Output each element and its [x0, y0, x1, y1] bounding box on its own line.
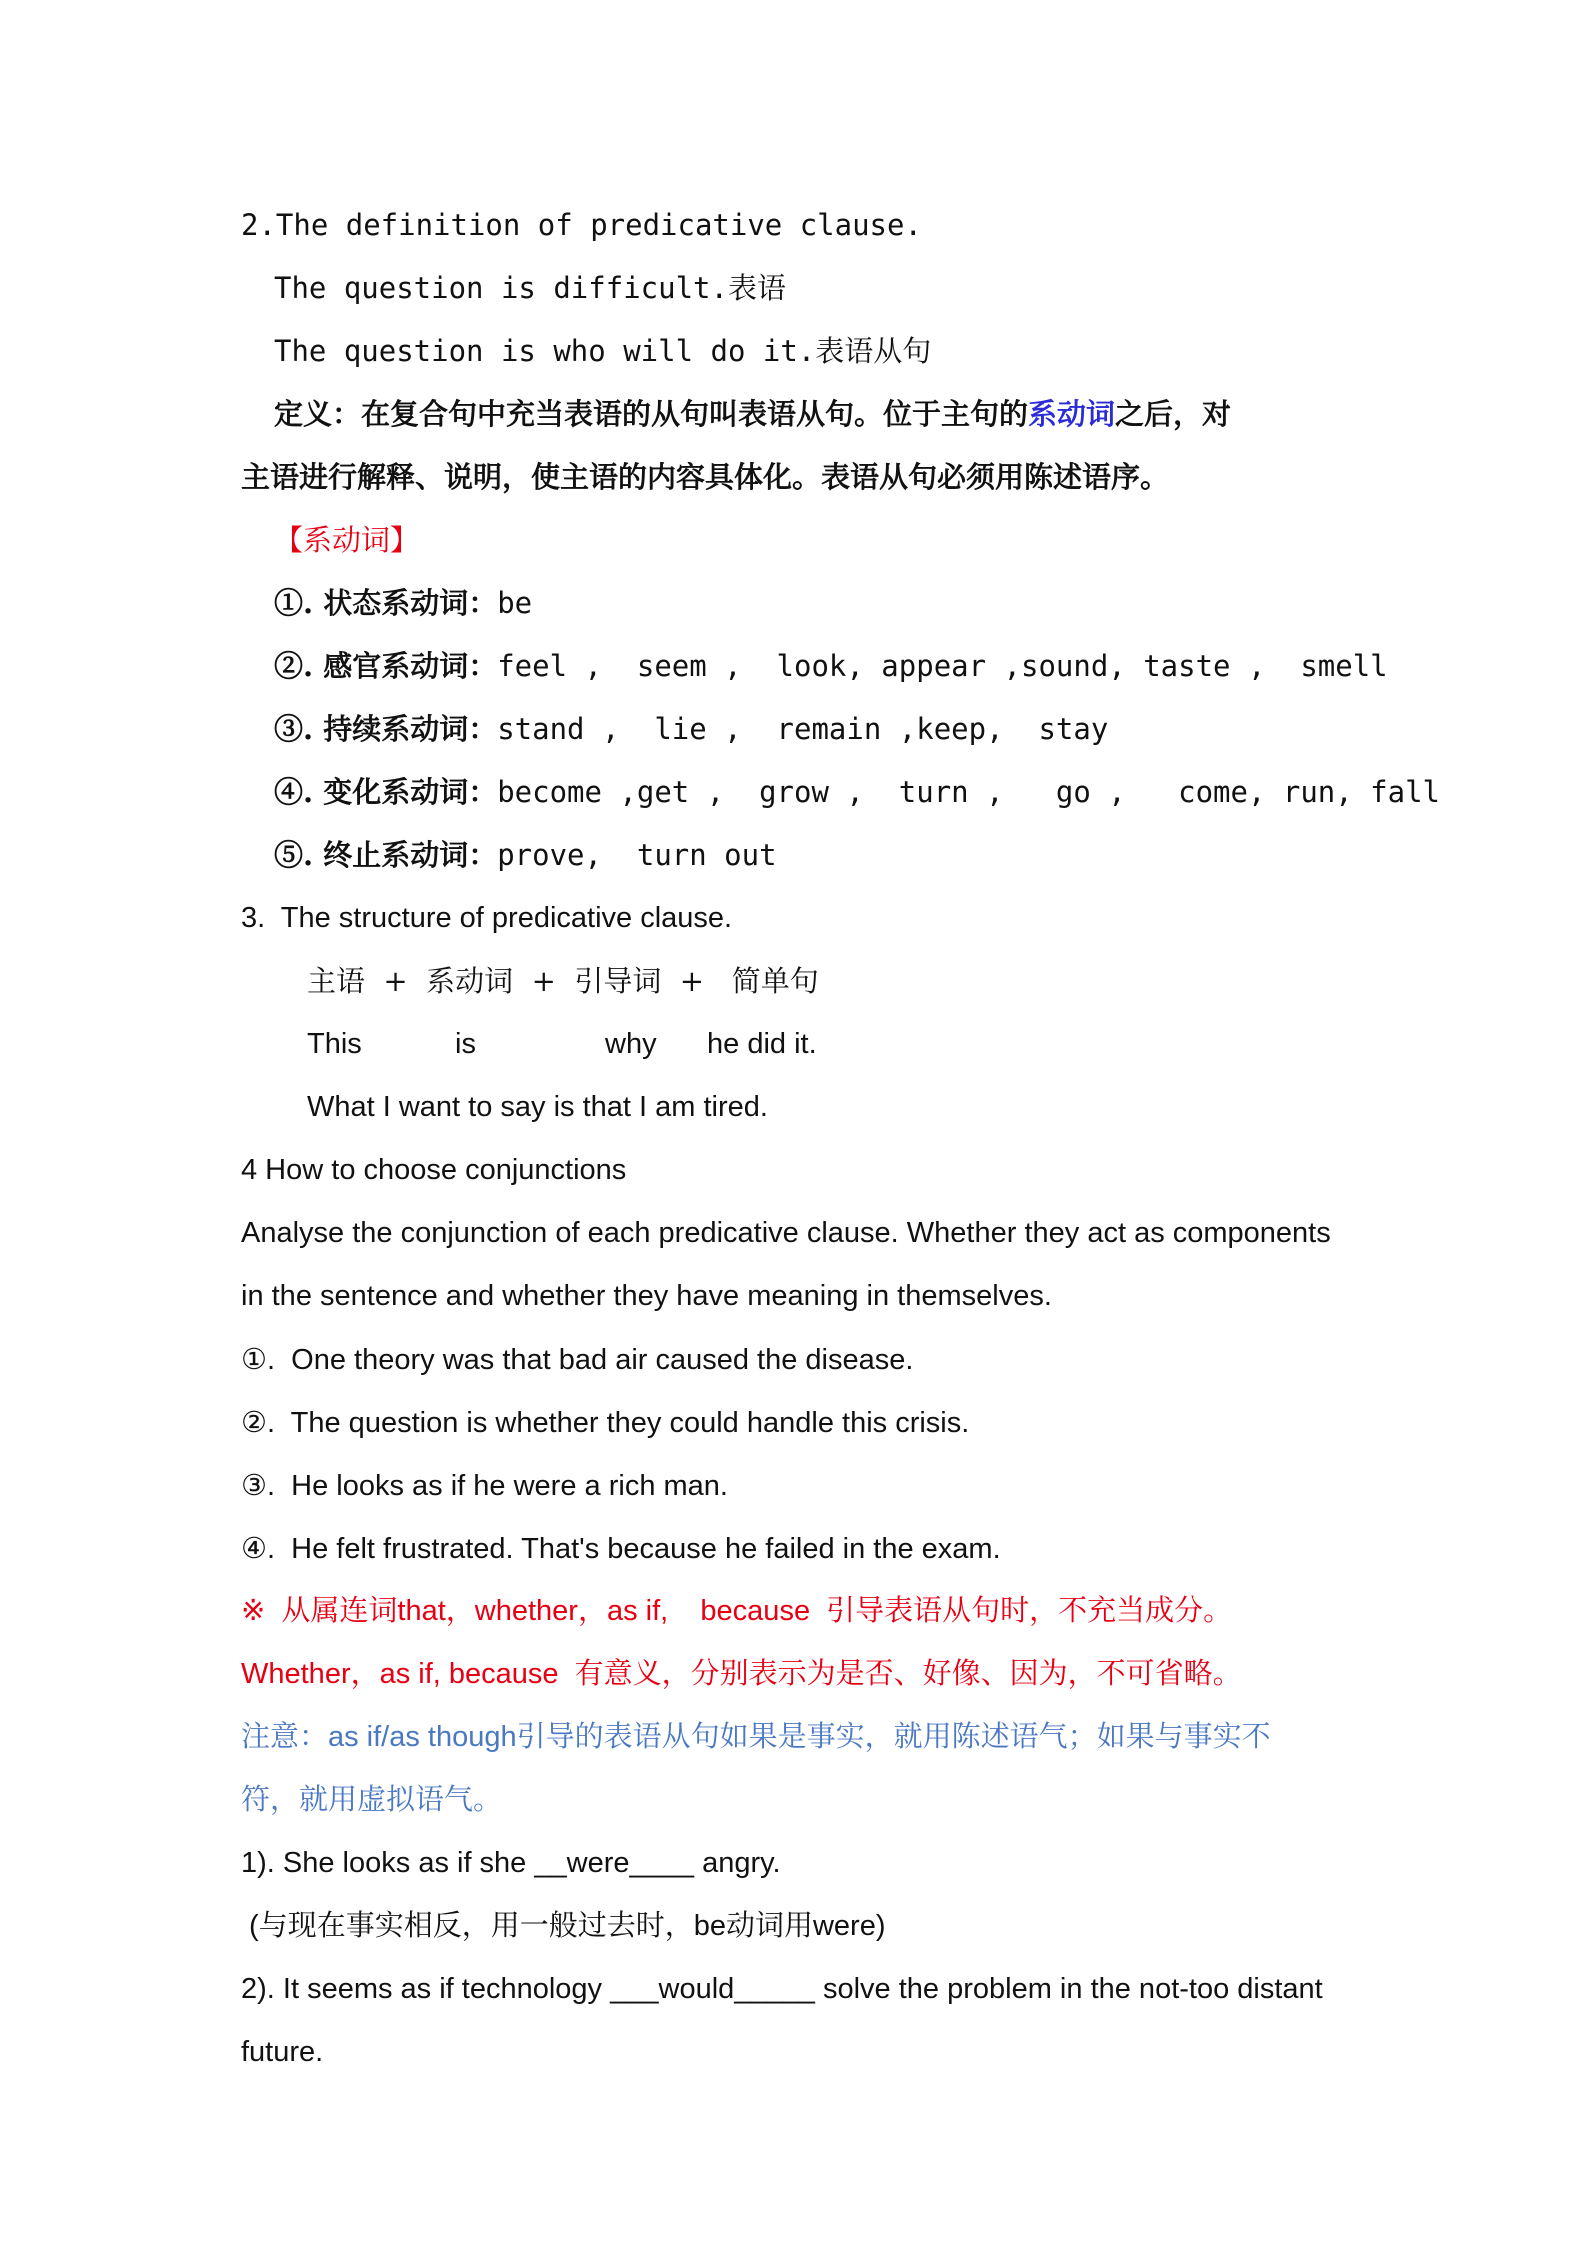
- linking-verb-item-5: [274, 835, 777, 876]
- example-text: He felt frustrated. That's because he failed in the exam.: [291, 1533, 1001, 1565]
- linking-verb-item-1: [274, 583, 532, 624]
- example-sentence-predicative: The question is difficult.表语: [274, 271, 786, 305]
- exercise-2: [241, 1969, 1323, 2009]
- exercise-2-continuation: future.: [241, 2036, 324, 2068]
- exercise-1-answer: were: [566, 1847, 630, 1879]
- exercise-1-suffix: ____ angry.: [629, 1847, 781, 1879]
- example-number: ③: [241, 1468, 267, 1502]
- note-red-line-2: Whether，as if, because 有意义，分别表示为是否、好像、因为，不可省略。: [241, 1658, 1242, 1690]
- linking-verb-title: 【系动词】: [274, 523, 420, 557]
- linking-verb-label: ②. 感官系动词：: [274, 649, 498, 683]
- section2-heading: 2.The definition of predicative clause.: [241, 208, 922, 242]
- example-sentence-predicative-clause: The question is who will do it.表语从句: [274, 334, 932, 368]
- example-item-3: ③. He looks as if he were a rich man.: [241, 1468, 728, 1502]
- exercise-2-suffix: _____ solve the problem in the not-too distant: [734, 1973, 1323, 2005]
- exercise-1-prefix: 1). She looks as if she __: [241, 1847, 567, 1879]
- exercise-1: [241, 1843, 781, 1883]
- linking-verb-label: ⑤. 终止系动词：: [274, 838, 498, 872]
- linking-verb-label: ③. 持续系动词：: [274, 712, 498, 746]
- linking-verb-link[interactable]: 系动词: [1028, 397, 1116, 431]
- example-text: One theory was that bad air caused the disease.: [291, 1344, 914, 1376]
- definition-text-b: 之后，对: [1115, 397, 1232, 431]
- linking-verb-item-3: [274, 709, 1108, 750]
- linking-verb-words: be: [497, 586, 533, 620]
- structure-formula: 主语 + 系动词 + 引导词 + 简单句: [307, 964, 819, 998]
- example-number: ①: [241, 1342, 267, 1376]
- linking-verb-words: stand , lie , remain ,keep, stay: [497, 712, 1109, 746]
- linking-verb-words: become ,get , grow , turn , go , come, run, fall: [497, 775, 1441, 809]
- note-red-line-1: ※ 从属连词that，whether，as if, because 引导表语从句时，不充当成分。: [241, 1595, 1233, 1627]
- section4-intro-1: Analyse the conjunction of each predicative clause. Whether they act as components: [241, 1217, 1331, 1249]
- section4-intro-2: in the sentence and whether they have meaning in themselves.: [241, 1280, 1052, 1312]
- note-blue-line-2: 符，就用虚拟语气。: [241, 1784, 503, 1816]
- definition-line-2: 主语进行解释、说明，使主语的内容具体化。表语从句必须用陈述语序。: [241, 460, 1170, 494]
- linking-verb-label: ①. 状态系动词：: [274, 586, 498, 620]
- linking-verb-words: prove, turn out: [497, 838, 777, 872]
- example-item-4: ④. He felt frustrated. That's because he failed in the exam.: [241, 1531, 1001, 1565]
- example-number: ④: [241, 1531, 267, 1565]
- definition-line-1: [274, 394, 1231, 434]
- exercise-2-answer: would: [658, 1973, 735, 2005]
- section4-heading: 4 How to choose conjunctions: [241, 1154, 627, 1186]
- example-item-2: ②. The question is whether they could handle this crisis.: [241, 1405, 970, 1439]
- exercise-2-prefix: 2). It seems as if technology ___: [241, 1973, 659, 2005]
- structure-example-conjunction: why: [605, 1028, 657, 1060]
- section3-heading: 3. The structure of predicative clause.: [241, 902, 733, 934]
- example-text: The question is whether they could handle this crisis.: [290, 1407, 970, 1439]
- linking-verb-item-2: [274, 646, 1388, 687]
- structure-example-verb: is: [455, 1028, 476, 1060]
- linking-verb-label: ④. 变化系动词：: [274, 775, 498, 809]
- note-blue-line-1: 注意：as if/as though引导的表语从句如果是事实，就用陈述语气；如果与事实不: [241, 1721, 1271, 1753]
- structure-example-2: What I want to say is that I am tired.: [307, 1091, 768, 1123]
- structure-example-clause: he did it.: [707, 1028, 817, 1060]
- linking-verb-item-4: [274, 772, 1440, 813]
- example-item-1: ①. One theory was that bad air caused the disease.: [241, 1342, 914, 1376]
- definition-text-a: 定义：在复合句中充当表语的从句叫表语从句。位于主句的: [274, 397, 1029, 431]
- structure-example-subject: This: [307, 1028, 362, 1060]
- linking-verb-words: feel , seem , look, appear ,sound, taste , smell: [497, 649, 1388, 683]
- exercise-1-note: (与现在事实相反，用一般过去时，be动词用were): [241, 1910, 886, 1942]
- example-text: He looks as if he were a rich man.: [291, 1470, 728, 1502]
- example-number: ②: [241, 1405, 267, 1439]
